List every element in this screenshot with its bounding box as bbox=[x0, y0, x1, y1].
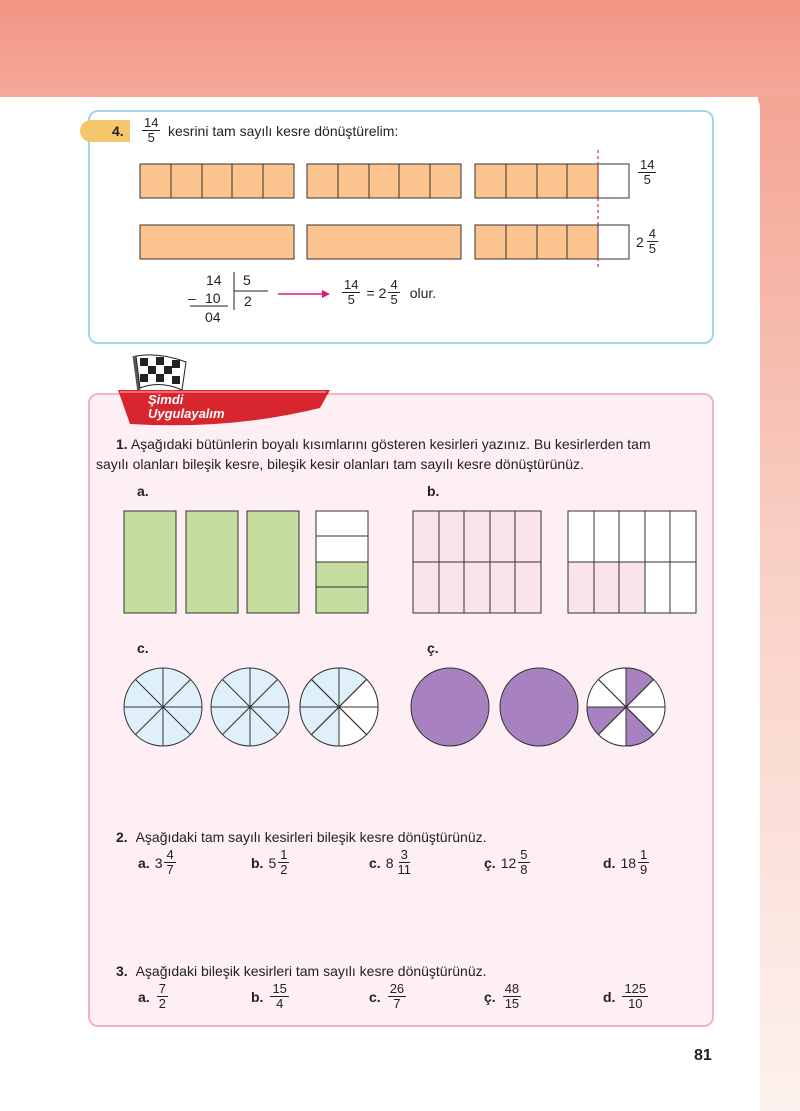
conversion-result bbox=[340, 278, 436, 307]
q2-item-whole: 18 bbox=[620, 854, 637, 871]
q3-item-num: 7 bbox=[158, 981, 166, 996]
q2-item-label: a. bbox=[138, 854, 150, 871]
q2-item-whole: 8 bbox=[385, 854, 394, 871]
q3-item-label: c. bbox=[369, 988, 381, 1005]
arrow-head bbox=[322, 290, 330, 298]
q2-item-whole: 12 bbox=[500, 854, 517, 871]
result-mixed-den: 5 bbox=[390, 292, 398, 307]
q2-item-den: 11 bbox=[397, 862, 411, 877]
row1-label bbox=[636, 158, 658, 187]
q2-item-den: 9 bbox=[640, 862, 648, 877]
q1-label-c: c. bbox=[137, 640, 149, 656]
q2-item-num: 3 bbox=[400, 847, 408, 862]
q3-item-num: 15 bbox=[272, 981, 287, 996]
division-remainder: 04 bbox=[205, 309, 221, 325]
q3-item-label: a. bbox=[138, 988, 150, 1005]
fraction-numerator: 14 bbox=[144, 115, 159, 130]
q3-item-label: ç. bbox=[484, 988, 496, 1005]
row1-den: 5 bbox=[643, 172, 651, 187]
bar-row2-whole-1 bbox=[140, 225, 294, 259]
row1-num: 14 bbox=[640, 157, 655, 172]
equals-sign: = bbox=[366, 284, 375, 301]
question-3-number: 3. bbox=[116, 963, 128, 979]
division-divisor: 5 bbox=[243, 272, 251, 288]
result-suffix: olur. bbox=[409, 284, 437, 301]
figure-c bbox=[124, 668, 378, 746]
result-num: 14 bbox=[344, 277, 359, 292]
q2-item bbox=[484, 848, 532, 877]
q3-item bbox=[369, 982, 408, 1011]
row2-label bbox=[636, 227, 660, 256]
q1-label-c-cedilla: ç. bbox=[427, 640, 439, 656]
q3-item-label: d. bbox=[603, 988, 616, 1005]
division-subtract: 10 bbox=[205, 290, 221, 306]
row2-num: 4 bbox=[648, 226, 657, 241]
q2-item-label: ç. bbox=[484, 854, 496, 871]
q3-item bbox=[138, 982, 170, 1011]
q2-item bbox=[369, 848, 415, 877]
result-den: 5 bbox=[347, 292, 355, 307]
bar-row1-whole-1 bbox=[140, 164, 294, 198]
question-1-text bbox=[96, 434, 704, 474]
q2-item-num: 5 bbox=[520, 847, 528, 862]
q1-label-b: b. bbox=[427, 483, 440, 499]
q3-item bbox=[603, 982, 650, 1011]
question-1-line-1: Aşağıdaki bütünlerin boyalı kısımlarını gösteren kesirleri yazınız. Bu kesirlerden tam bbox=[130, 436, 651, 452]
figure-a bbox=[124, 511, 368, 613]
figure-c-cedilla bbox=[411, 668, 665, 746]
q3-item-den: 15 bbox=[504, 996, 520, 1011]
division-minus: – bbox=[188, 290, 196, 306]
q2-item-whole: 3 bbox=[154, 854, 163, 871]
q2-item bbox=[138, 848, 178, 877]
division-quotient: 2 bbox=[244, 293, 252, 309]
question-3-text bbox=[116, 963, 487, 979]
row2-whole: 2 bbox=[636, 233, 644, 250]
q2-item-label: b. bbox=[251, 854, 264, 871]
example-number: 4. bbox=[112, 123, 124, 139]
question-1-line-2: sayılı olanları bileşik kesre, bileşik kesir olanları tam sayılı kesre dönüştürünüz. bbox=[96, 456, 584, 472]
q3-item-num: 26 bbox=[389, 981, 405, 996]
result-whole: 2 bbox=[378, 284, 387, 301]
q2-item-den: 7 bbox=[166, 862, 174, 877]
fraction-denominator: 5 bbox=[147, 130, 155, 145]
question-2-number: 2. bbox=[116, 829, 128, 845]
q2-item-whole: 5 bbox=[268, 854, 277, 871]
q2-item bbox=[251, 848, 291, 877]
question-2-prompt: Aşağıdaki tam sayılı kesirleri bileşik kesre dönüştürünüz. bbox=[135, 829, 487, 845]
banner-text bbox=[148, 393, 225, 421]
question-2-text bbox=[116, 829, 487, 845]
bar-row1-whole-2 bbox=[307, 164, 461, 198]
practice-banner bbox=[110, 350, 340, 430]
q3-item-num: 48 bbox=[504, 981, 520, 996]
q3-item bbox=[484, 982, 523, 1011]
result-mixed-num: 4 bbox=[390, 277, 398, 292]
banner-line-1: Şimdi bbox=[148, 392, 184, 407]
q2-item-num: 4 bbox=[166, 847, 174, 862]
q2-item-num: 1 bbox=[640, 847, 648, 862]
q1-figures bbox=[0, 500, 800, 760]
page-number: 81 bbox=[694, 1047, 712, 1064]
question-3-prompt: Aşağıdaki bileşik kesirleri tam sayılı kesre dönüştürünüz. bbox=[135, 963, 487, 979]
division-dividend: 14 bbox=[206, 272, 222, 288]
q3-item-den: 4 bbox=[276, 996, 284, 1011]
checkered-flag-icon bbox=[136, 355, 186, 390]
q2-item-label: c. bbox=[369, 854, 381, 871]
q2-item-den: 8 bbox=[520, 862, 528, 877]
q3-item-den: 10 bbox=[628, 996, 643, 1011]
figure-b bbox=[413, 511, 696, 613]
q1-label-a: a. bbox=[137, 483, 149, 499]
q2-item-num: 1 bbox=[280, 847, 288, 862]
q2-item-den: 2 bbox=[280, 862, 288, 877]
bar-row2-whole-2 bbox=[307, 225, 461, 259]
q2-item-label: d. bbox=[603, 854, 616, 871]
q3-item-num: 125 bbox=[624, 981, 647, 996]
q3-item-label: b. bbox=[251, 988, 264, 1005]
question-1-number: 1. bbox=[116, 436, 128, 452]
q3-item-den: 7 bbox=[393, 996, 401, 1011]
q3-item-den: 2 bbox=[158, 996, 166, 1011]
banner-line-2: Uygulayalım bbox=[148, 406, 225, 421]
q3-item bbox=[251, 982, 291, 1011]
example-text: kesrini tam sayılı kesre dönüştürelim: bbox=[168, 123, 399, 139]
row2-den: 5 bbox=[648, 241, 657, 256]
q2-item bbox=[603, 848, 651, 877]
